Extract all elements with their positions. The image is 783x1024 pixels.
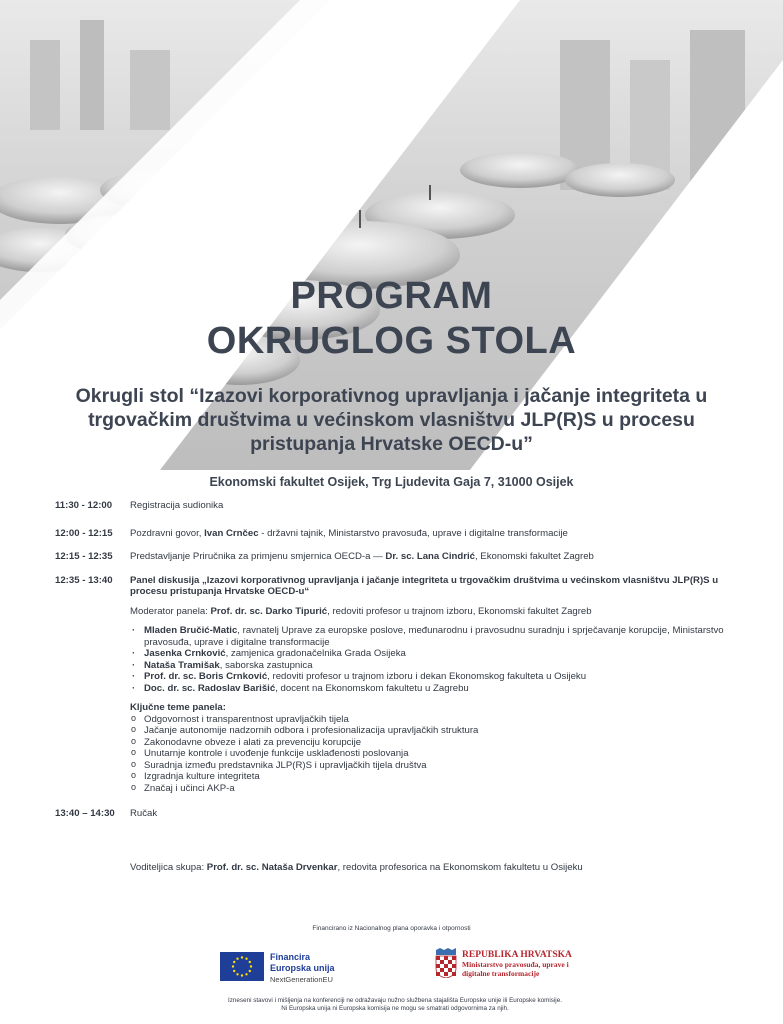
list-item [130,660,755,672]
disclaimer: Izneseni stavovi i mišljenja na konferenciji ne odražavaju nužno službena stajališta Europske unije ili Europske komisije. Ni Europska unija ni Europska komisija ne mogu se smatrati odgovornima za njih. [228,997,562,1012]
list-item [130,671,755,683]
moderator-name: Prof. dr. sc. Darko Tipurić [210,605,328,617]
hr-ministry-logo-text [462,950,572,978]
eu-flag-icon [220,952,264,981]
text-pre: Pozdravni govor, [130,527,205,539]
panelist-role: , zamjenica gradonačelnika Grada Osijeka [225,648,406,659]
panelist-name: Nataša Tramišak [144,659,220,671]
page-title-line2: OKRUGLOG STOLA [206,320,577,362]
schedule-row-panel [55,575,755,795]
schedule [55,500,755,820]
list-item: o Izgradnja kulture integriteta [130,771,755,783]
funding-note: Financirano iz Nacionalnog plana oporavka i otpornosti [312,925,471,932]
text-post: , redoviti profesor u trajnom izboru, Ekonomski fakultet Zagreb [327,605,592,617]
text-post: , Ekonomski fakultet Zagreb [474,551,594,562]
list-item: o Suradnja između predstavnika JLP(R)S i upravljačkih tijela društva [130,760,755,772]
text-pre: Moderator panela: [130,605,211,617]
panelist-name: Doc. dr. sc. Radoslav Barišić [144,682,276,694]
croatian-coat-of-arms-icon [434,948,458,978]
panelist-role: , saborska zastupnica [219,659,313,671]
hr-line2: Ministarstvo pravosuđa, uprave i [462,960,569,969]
event-lead [130,862,583,873]
event-venue: Ekonomski fakultet Osijek, Trg Ljudevita Gaja 7, 31000 Osijek [209,475,574,489]
page-title-line1: PROGRAM [290,275,493,317]
list-item: o Zakonodavne obveze i alati za prevenciju korupcije [130,737,755,749]
schedule-row [55,528,755,540]
schedule-time: 12:15 - 12:35 [55,551,113,562]
panelists-list [130,625,755,694]
list-item [130,683,755,695]
panelist-role: , ravnatelj Uprave za europske poslove, međunarodnu i pravosudnu suradnju i sprječavanje korupcije, Ministarstvo pravosuđa, uprave i digitalne transformacije [144,625,724,648]
hr-line3: digitalne transformacije [462,969,540,978]
schedule-time: 13:40 – 14:30 [55,808,115,819]
panelist-role: , redoviti profesor u trajnom izboru i dekan Ekonomskog fakulteta u Osijeku [267,671,587,682]
eu-logo-text [270,952,335,985]
panelist-name: Prof. dr. sc. Boris Crnković [144,671,268,682]
panel-moderator [130,606,755,618]
schedule-text: Registracija sudionika [130,500,224,511]
text-pre: Voditeljica skupa: [130,862,207,873]
schedule-row [55,500,755,512]
schedule-time: 12:35 - 13:40 [55,574,113,586]
text-post: , redovita profesorica na Ekonomskom fakultetu u Osijeku [337,862,583,873]
topics-list [130,714,755,795]
schedule-text: Ručak [130,808,158,819]
schedule-row [55,551,755,563]
schedule-row [55,808,755,820]
schedule-text [130,551,755,563]
text-post: - državni tajnik, Ministarstvo pravosuđa, uprave i digitalne transformacije [258,527,568,539]
schedule-time: 12:00 - 12:15 [55,527,113,539]
list-item: o Odgovornost i transparentnost upravljačkih tijela [130,714,755,726]
topics-heading: Ključne teme panela: [130,702,226,713]
list-item: o Značaj i učinci AKP-a [130,783,755,795]
panelist-name: Mladen Bručić-Matic [144,625,238,636]
speaker-name: Ivan Crnčec [204,527,259,539]
list-item: o Jačanje autonomije nadzornih odbora i profesionalizacija upravljačkih struktura [130,725,755,737]
list-item [130,648,755,660]
panel-title: Panel diskusija „Izazovi korporativnog upravljanja i jačanje integriteta u trgovačkim društvima u većinskom vlasništvu JLP(R)S u procesu pristupanja Hrvatske OECD-u“ [130,574,719,597]
eu-line2: Europska unija [270,963,335,973]
hr-line1: REPUBLIKA HRVATSKA [462,950,572,960]
schedule-text [130,528,755,540]
schedule-time: 11:30 - 12:00 [55,500,113,511]
speaker-name: Dr. sc. Lana Cindrić [385,551,475,562]
panelist-role: , docent na Ekonomskom fakultetu u Zagrebu [275,682,469,694]
panelist-name: Jasenka Crnković [144,648,226,659]
list-item [130,625,755,648]
event-subtitle: Okrugli stol “Izazovi korporativnog upravljanja i jačanje integriteta u trgovačkim društvima u većinskom vlasništvu JLP(R)S u procesu pristupanja Hrvatske OECD-u” [75,385,708,455]
list-item: o Unutarnje kontrole i uvođenje funkcije usklađenosti poslovanja [130,748,755,760]
panel-block [130,575,755,795]
text-pre: Predstavljanje Priručnika za primjenu smjernica OECD-a — [130,551,386,562]
eu-line3: NextGenerationEU [270,975,333,984]
eu-line1: Financira [270,952,311,962]
lead-name: Prof. dr. sc. Nataša Drvenkar [206,862,338,873]
